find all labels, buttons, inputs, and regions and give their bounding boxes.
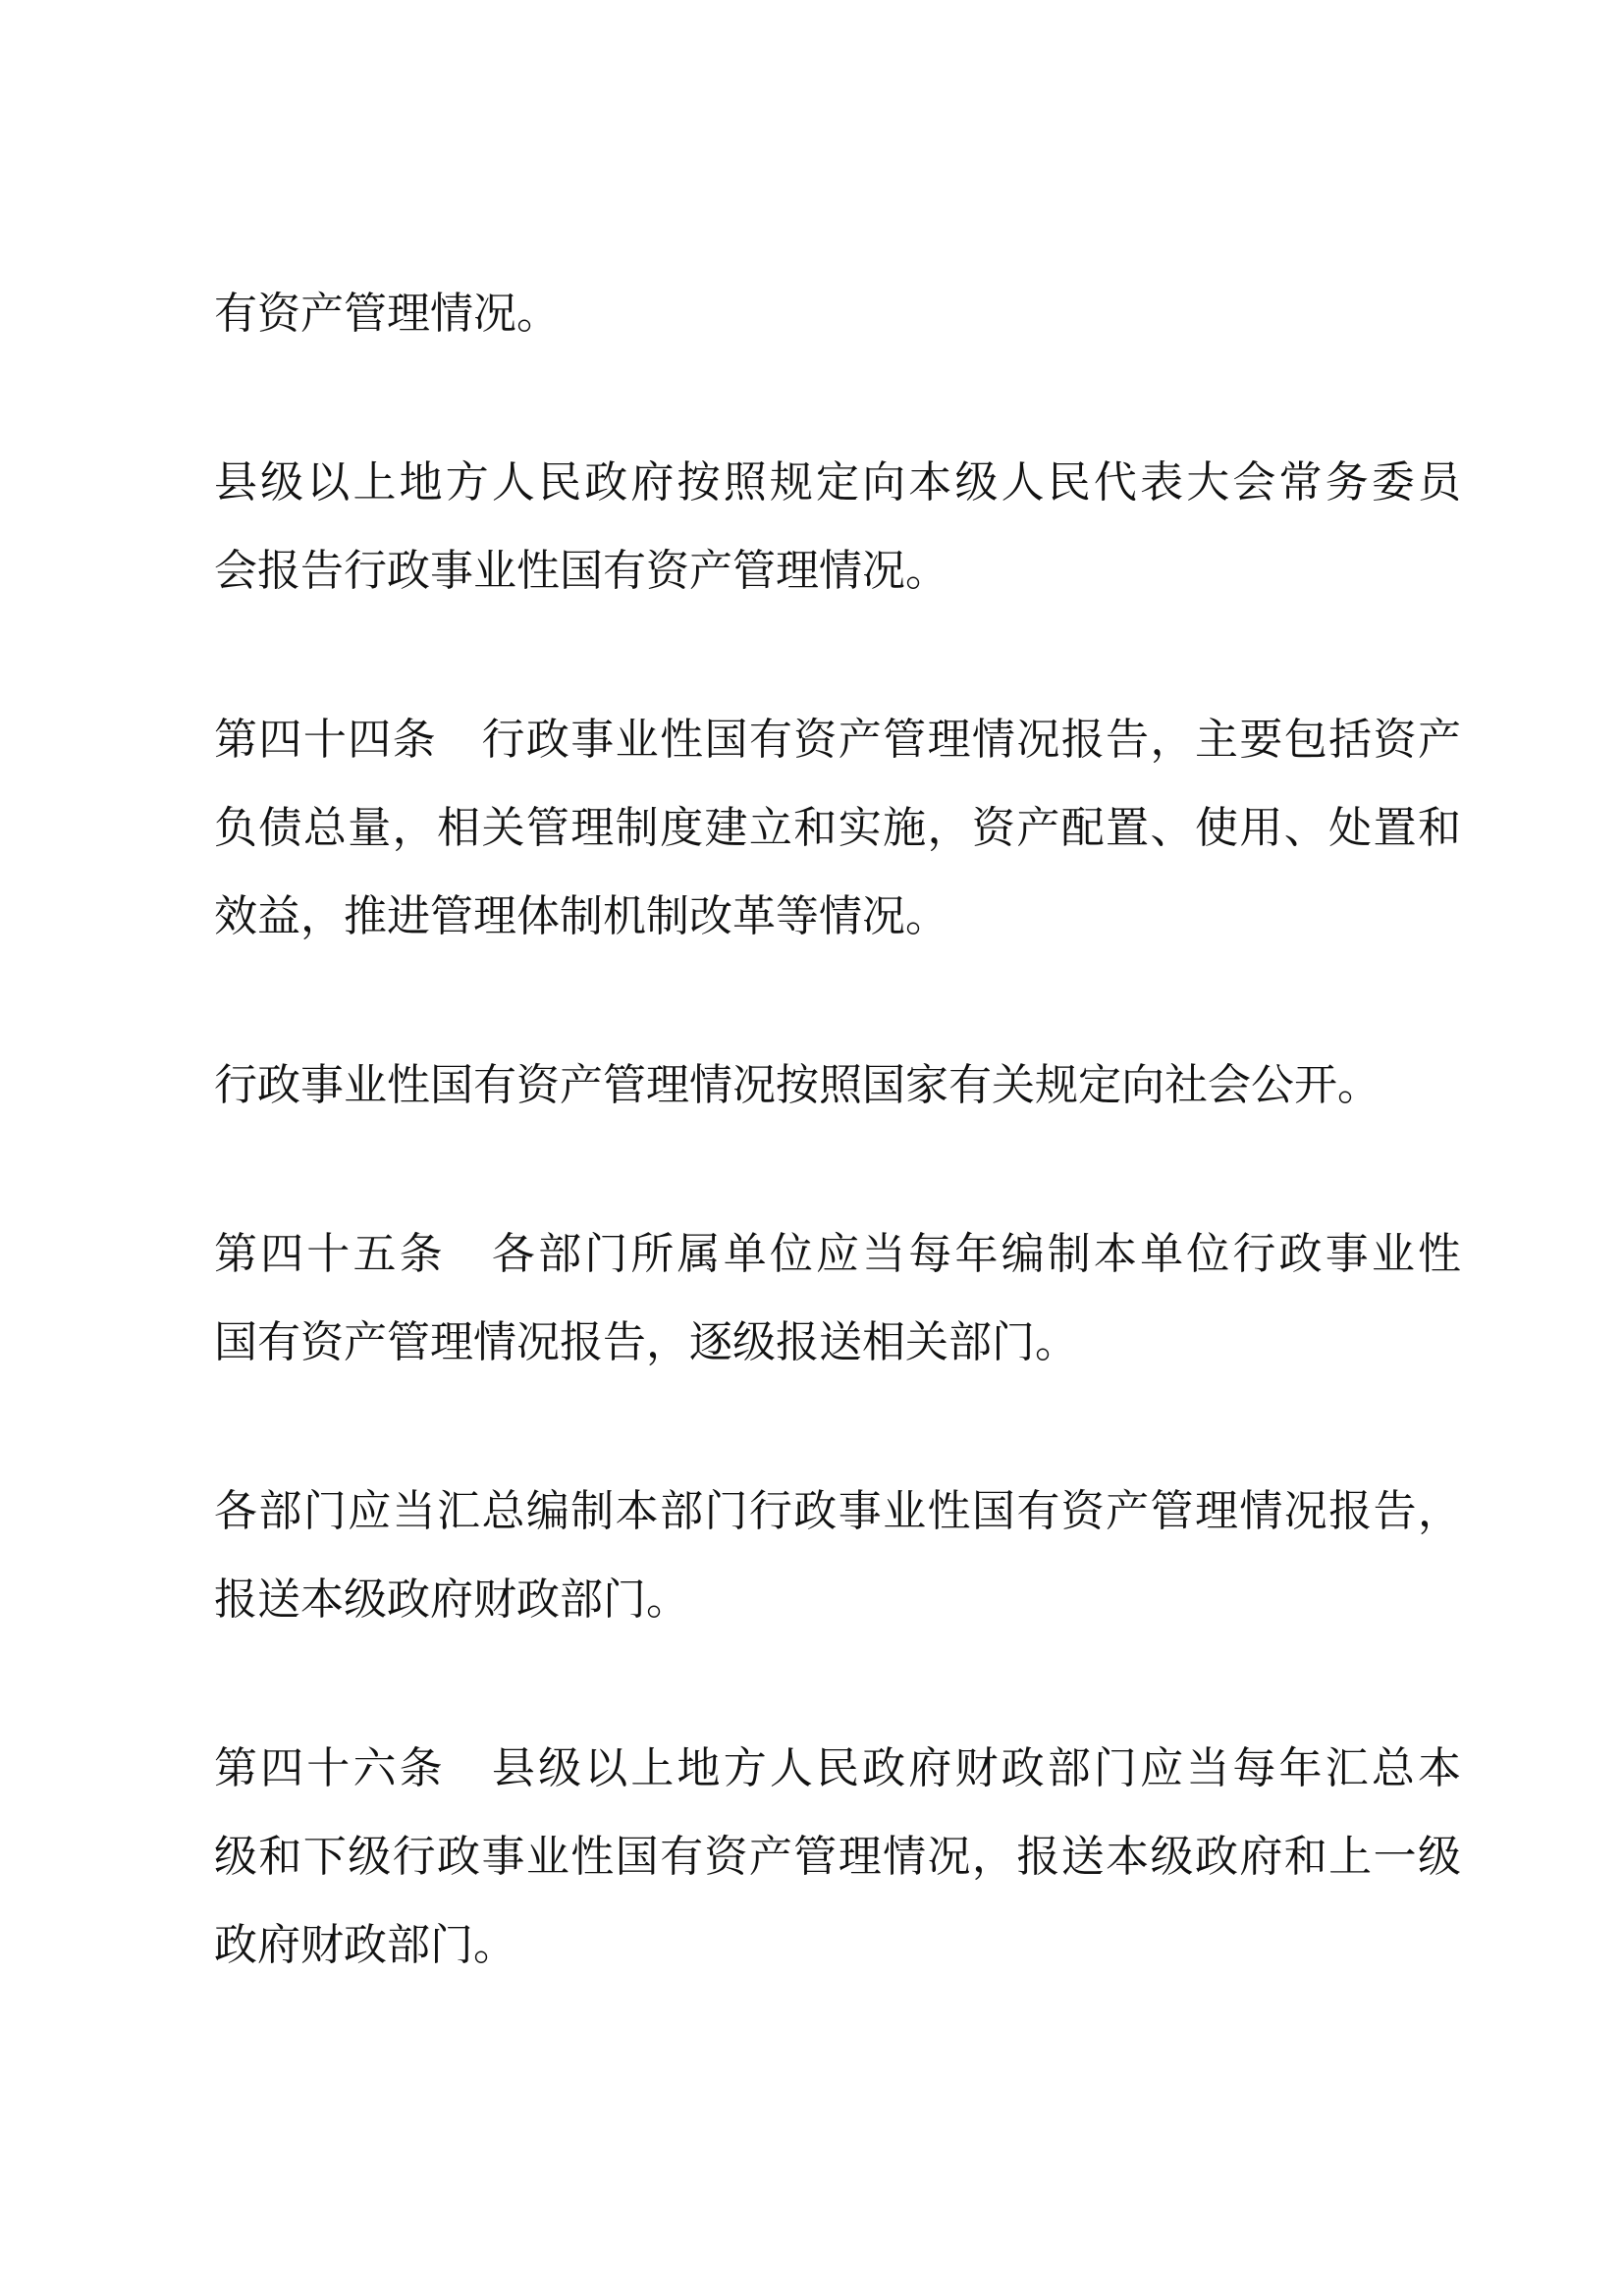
paragraph-article-45 — [214, 1210, 1461, 1387]
text-line: 负债总量，相关管理制度建立和实施，资产配置、使用、处置和 — [214, 804, 1461, 852]
paragraph-article-46 — [214, 1725, 1461, 1990]
text-line: 政府财政部门。 — [214, 1921, 516, 1969]
text-line: 会报告行政事业性国有资产管理情况。 — [214, 547, 948, 595]
text-line: 各部门应当汇总编制本部门行政事业性国有资产管理情况报告， — [214, 1487, 1461, 1535]
text-line: 第四十四条 行政事业性国有资产管理情况报告，主要包括资产 — [214, 716, 1461, 764]
paragraph-article-44 — [214, 696, 1461, 961]
paragraph — [214, 439, 1461, 615]
text-line: 县级以上地方人民政府按照规定向本级人民代表大会常务委员 — [214, 458, 1461, 507]
text-line: 效益，推进管理体制机制改革等情况。 — [214, 892, 948, 940]
text-line: 行政事业性国有资产管理情况按照国家有关规定向社会公开。 — [214, 1061, 1380, 1109]
text-line: 国有资产管理情况报告，逐级报送相关部门。 — [214, 1318, 1078, 1366]
document-body — [214, 270, 1461, 2070]
text-line: 第四十六条 县级以上地方人民政府财政部门应当每年汇总本 — [214, 1744, 1461, 1792]
paragraph — [214, 1041, 1461, 1130]
text-line: 报送本级政府财政部门。 — [214, 1575, 689, 1624]
text-line: 有资产管理情况。 — [214, 290, 560, 338]
paragraph — [214, 1468, 1461, 1644]
text-line: 级和下级行政事业性国有资产管理情况，报送本级政府和上一级 — [214, 1833, 1461, 1881]
paragraph — [214, 270, 1461, 358]
text-line: 第四十五条 各部门所属单位应当每年编制本单位行政事业性 — [214, 1230, 1461, 1278]
